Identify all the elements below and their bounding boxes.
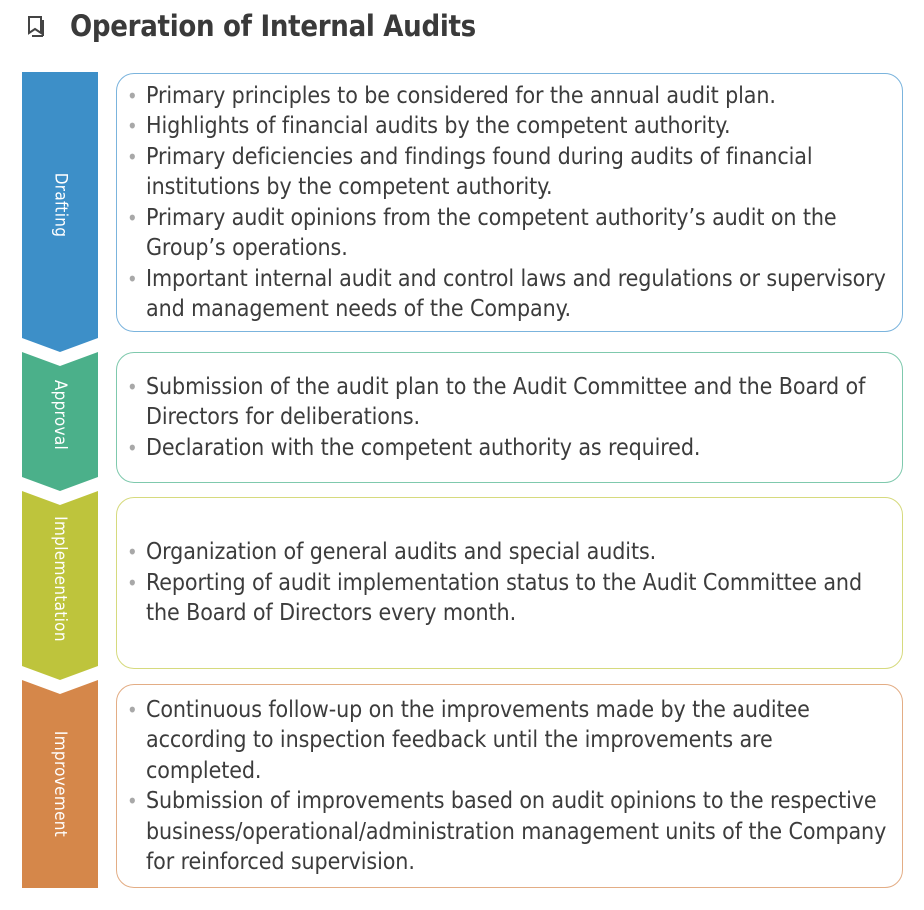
bullet-dot: • — [127, 144, 138, 169]
list-item: • Important internal audit and control laws and regulations or supervisory and management needs of the Company. — [127, 264, 890, 325]
list-item: • Primary principles to be considered for the annual audit plan. — [127, 81, 890, 112]
bullet-dot: • — [127, 83, 138, 108]
stage-box-approval — [116, 352, 903, 483]
list-item: • Submission of improvements based on audit opinions to the respective business/operational/administration management units of the Company for reinforced supervision. — [127, 786, 890, 878]
stage-label-implementation: Implementation — [50, 515, 70, 642]
list-item: • Primary audit opinions from the competent authority’s audit on the Group’s operations. — [127, 203, 890, 264]
list-item: • Declaration with the competent authority as required. — [127, 433, 890, 464]
list-item: • Submission of the audit plan to the Audit Committee and the Board of Directors for deliberations. — [127, 372, 890, 433]
bullet-dot: • — [127, 435, 138, 460]
bullet-dot: • — [127, 374, 138, 399]
page-title: Operation of Internal Audits — [70, 9, 476, 43]
list-item: • Organization of general audits and special audits. — [127, 537, 890, 568]
list-item: • Highlights of financial audits by the competent authority. — [127, 111, 890, 142]
list-item: • Reporting of audit implementation status to the Audit Committee and the Board of Directors every month. — [127, 568, 890, 629]
stage-label-approval: Approval — [50, 379, 70, 450]
stage-label-improvement: Improvement — [50, 730, 70, 838]
stage-label-drafting: Drafting — [49, 172, 70, 238]
bullet-dot: • — [127, 540, 138, 565]
bullet-dot: • — [127, 697, 138, 722]
list-item: • Continuous follow-up on the improvements made by the auditee according to inspection feedback until the improvements are completed. — [127, 695, 890, 787]
list-item: • Primary deficiencies and findings found during audits of financial institutions by the competent authority. — [127, 142, 890, 203]
bullet-dot: • — [127, 114, 138, 138]
bullet-dot: • — [127, 570, 138, 595]
stage-box-drafting — [116, 73, 903, 332]
bullet-dot: • — [127, 789, 138, 813]
bullet-dot: • — [127, 205, 138, 230]
stage-box-improvement — [116, 684, 903, 888]
bullet-dot: • — [127, 266, 138, 291]
stage-box-implementation — [116, 497, 903, 669]
